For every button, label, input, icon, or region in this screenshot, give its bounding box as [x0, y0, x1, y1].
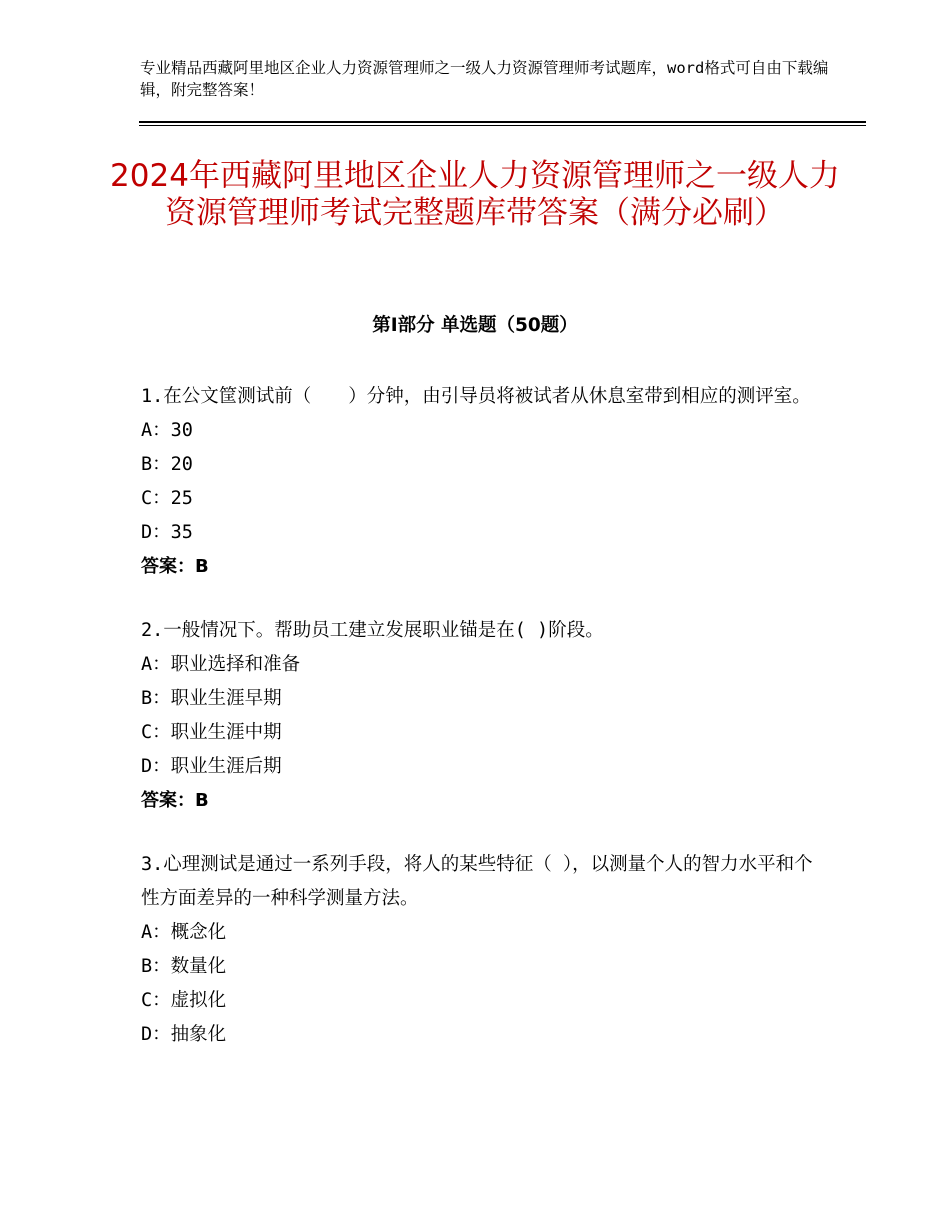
question-stem: 2.一般情况下。帮助员工建立发展职业锚是在( )阶段。 [141, 620, 604, 641]
option-a: A：30 [141, 420, 193, 441]
header-note: 专业精品西藏阿里地区企业人力资源管理师之一级人力资源管理师考试题库，word格式可自由下载编辑，附完整答案！ [140, 59, 829, 99]
option-b: B：20 [141, 454, 193, 475]
option-c: C：虚拟化 [141, 990, 227, 1011]
question-2 [141, 614, 821, 818]
option-b: B：数量化 [141, 956, 227, 977]
option-d: D：35 [141, 522, 193, 543]
option-d: D：抽象化 [141, 1024, 227, 1045]
option-d: D：职业生涯后期 [141, 756, 282, 777]
option-a: A：职业选择和准备 [141, 654, 301, 675]
document-title: 2024年西藏阿里地区企业人力资源管理师之一级人力资源管理师考试完整题库带答案（满分必刷） [110, 158, 840, 231]
question-3 [141, 848, 821, 1052]
section-heading: 第Ⅰ部分 单选题（50题） [372, 315, 578, 336]
option-c: C：职业生涯中期 [141, 722, 282, 743]
option-b: B：职业生涯早期 [141, 688, 282, 709]
question-list [141, 380, 821, 1082]
question-1 [141, 380, 821, 584]
answer-line: 答案：B [141, 790, 209, 811]
question-stem: 3.心理测试是通过一系列手段，将人的某些特征（ ），以测量个人的智力水平和个性方面差异的一种科学测量方法。 [141, 854, 813, 909]
question-stem: 1.在公文筐测试前（ ）分钟，由引导员将被试者从休息室带到相应的测评室。 [141, 386, 811, 407]
header-rule-thin [139, 125, 866, 126]
answer-line: 答案：B [141, 556, 209, 577]
header-rule-thick [139, 121, 866, 123]
option-a: A：概念化 [141, 922, 227, 943]
option-c: C：25 [141, 488, 193, 509]
